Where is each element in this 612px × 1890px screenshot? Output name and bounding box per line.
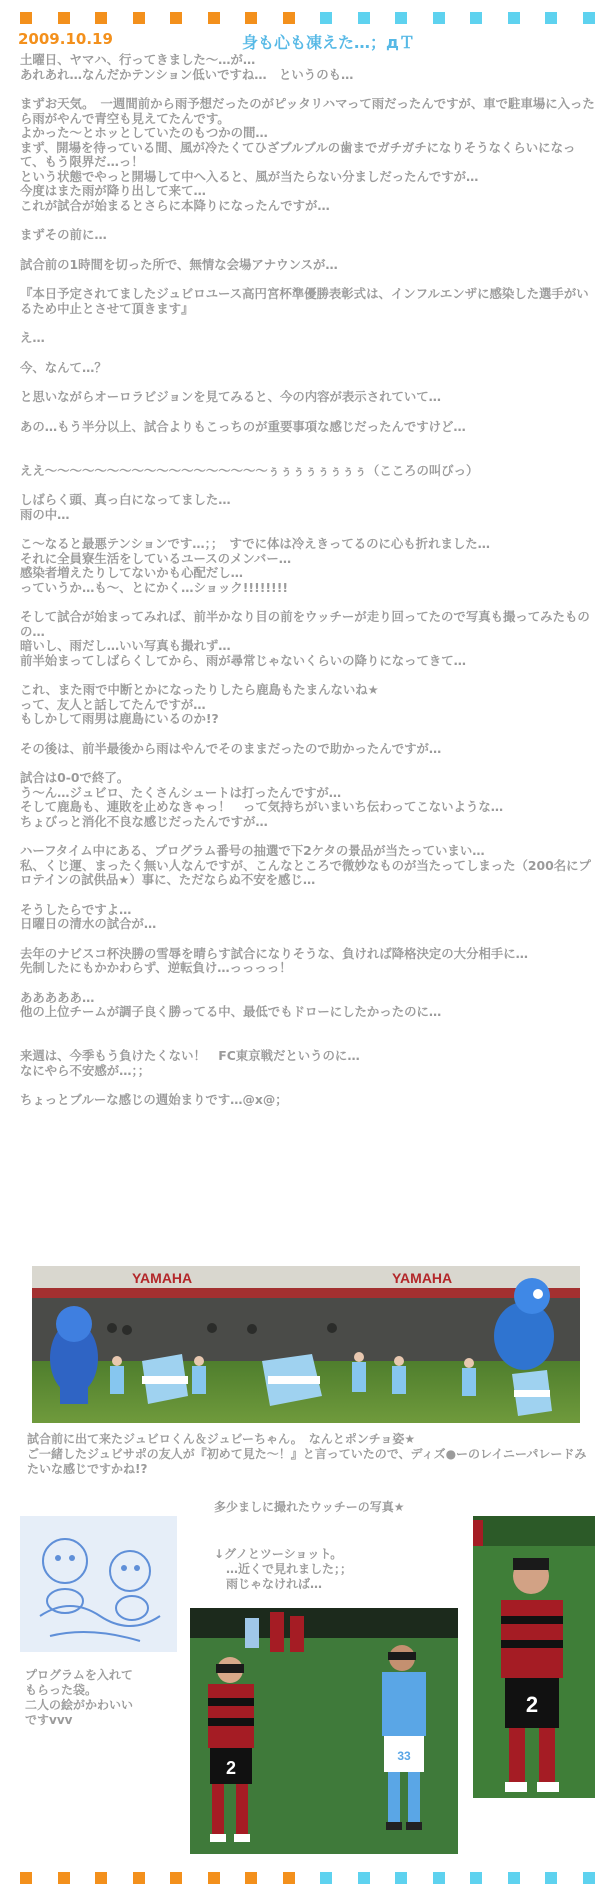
photos-heading: 多少ましに撮れたウッチーの写真★ [214,1500,405,1514]
player-image [473,1516,595,1798]
border-dot [320,12,332,24]
two-shot-image [190,1608,458,1854]
body-paragraph: しばらく頭、真っ白になってました… 雨の中… [20,492,231,522]
border-dot [58,12,70,24]
border-dot [170,1872,182,1884]
border-dot [545,1872,557,1884]
body-paragraph: 去年のナビスコ杯決勝の雪辱を晴らす試合になりそうな、負ければ降格決定の大分相手に… 先制したにもかかわらず、逆転負け…っっっっ！ [20,945,529,975]
player-number-right: 33 [397,1749,411,1763]
border-dot [208,1872,220,1884]
body-paragraph: 今、なんて…？ [20,359,107,375]
border-dot [470,12,482,24]
mascots-photo [32,1266,580,1423]
border-dot [508,1872,520,1884]
program-bag-caption: プログラムを入れて もらった袋。 二人の絵がかわいい ですvvv [25,1668,134,1727]
body-paragraph: その後は、前半最後から雨はやんでそのままだったので助かったんですが… [20,740,442,756]
body-paragraph: これ、また雨で中断とかになったりしたら鹿島もたまんないね★ って、友人と話してたんですが… もしかして雨男は鹿島にいるのか!? [20,682,379,726]
border-dot [245,1872,257,1884]
body-paragraph: まずその前に… [20,227,107,242]
border-dot [320,1872,332,1884]
post-title: 身も心も凍えた…；дＴ [242,33,415,52]
player-number-left: 2 [225,1758,237,1778]
border-dot [395,1872,407,1884]
body-paragraph: あの…もう半分以上、試合よりもこっちのが重要事項な感じだったんですけど… [20,418,466,434]
border-dot [395,12,407,24]
program-bag-image [20,1516,177,1652]
border-dot [95,12,107,24]
border-dot [133,1872,145,1884]
border-dot [283,1872,295,1884]
player-number: 2 [525,1692,539,1717]
body-paragraph: ええ〜〜〜〜〜〜〜〜〜〜〜〜〜〜〜〜〜〜ぅぅぅぅぅぅぅぅ（こころの叫びっ） [20,462,479,478]
two-shot-caption: ↓グノとツーショット。 …近くで見れました；； 雨じゃなければ… [214,1547,353,1591]
border-dot [58,1872,70,1884]
yamaha-banner-left: YAMAHA [132,1270,193,1286]
body-paragraph: ちょっとブルーな感じの週始まりです…@x@； [20,1092,288,1107]
body-paragraph: ハーフタイム中にある、プログラム番号の抽選で下2ケタの景品が当たっていまい… 私、くじ運、まったく無い人なんですが、こんなところで微妙なものが当たってしまった（200名にプロテインの試供品★）事に、ただならぬ不安を感じ… [20,843,591,887]
post-body [20,53,598,1123]
border-dot [208,12,220,24]
body-paragraph: そうしたらですよ… 日曜日の清水の試合が… [20,901,157,931]
border-dot [545,12,557,24]
body-paragraph: え… [20,330,45,345]
body-paragraph: 『本日予定されてましたジュビロユース高円宮杯準優勝表彰式は、インフルエンザに感染した選手がいるため中止とさせて頂きます』 [20,286,589,316]
border-dot [433,1872,445,1884]
mascots-photo-image [32,1266,580,1423]
bottom-dot-border [0,1870,612,1886]
border-dot [470,1872,482,1884]
border-dot [20,1872,32,1884]
body-paragraph: 試合前の1時間を切った所で、無情な会場アナウンスが… [20,256,338,272]
border-dot [95,1872,107,1884]
post-date: 2009.10.19 [18,30,113,48]
body-paragraph: そして試合が始まってみれば、前半かなり目の前をウッチーが走り回ってたので写真も撮ってみたものの… 暗いし、雨だし…いい写真も撮れず… 前半始まってしばらくしてから、雨が尋常じゃないくらいの降りになってきて… [20,609,590,668]
border-dot [433,12,445,24]
body-paragraph: と思いながらオーロラビジョンを見てみると、今の内容が表示されていて… [20,389,442,404]
body-paragraph: あああああ… 他の上位チームが調子良く勝ってる中、最低でもドローにしたかったのに… [20,989,442,1019]
top-dot-border [0,10,612,26]
body-paragraph: 試合は0-0で終了。 う〜ん…ジュビロ、たくさんシュートは打ったんですが… そして鹿島も、連敗を止めなきゃっ！ って気持ちがいまいち伝わってこないような… ちょびっと消化不良な感じだったんですが… [20,770,504,829]
border-dot [358,1872,370,1884]
border-dot [245,12,257,24]
body-paragraph: 来週は、今季もう負けたくない！ FC東京戦だというのに… なにやら不安感が…；； [20,1048,360,1078]
border-dot [170,12,182,24]
border-dot [508,12,520,24]
border-dot [583,1872,595,1884]
program-bag-photo [20,1516,177,1652]
border-dot [358,12,370,24]
body-paragraph: こ〜なると最悪テンションです…；； すでに体は冷えきってるのに心も折れました… それに全員寮生活をしているユースのメンバー… 感染者増えたりしてないかも心配だし… っていうか…も〜、とにかく…ショック!!!!!!!! [20,536,491,595]
body-paragraph: まずお天気。 一週間前から雨予想だったのがピッタリハマって雨だったんですが、車で駐車場に入ったら雨がやんで青空も見えてたんです。 よかった〜とホッとしていたのもつかの間… まず、開場を待っている間、風が冷たくてひざブルブルの歯までガチガチになりそうなくらいになって、もう限界だ…っ！ という状態でやっと開場して中へ入ると、風が当たらない分ましだったんですが… 今度はまた雨が降り出して来て… これが試合が始まるとさらに本降りになったんですが… [20,96,595,213]
border-dot [583,12,595,24]
body-paragraph: 土曜日、ヤマハ、行ってきました〜…が… あれあれ…なんだかテンション低いですね… というのも… [20,52,354,82]
two-shot-photo [190,1608,458,1854]
mascots-caption: 試合前に出て来たジュビロくん＆ジュビーちゃん。 なんとポンチョ姿★ ご一緒したジュビサポの友人が『初めて見た〜！』と言っていたので、ディズ●ーのレイニーパレードみたいな感じですかね!? [27,1432,587,1476]
border-dot [20,12,32,24]
yamaha-banner-right: YAMAHA [392,1270,453,1286]
border-dot [133,12,145,24]
border-dot [283,12,295,24]
player-photo [473,1516,595,1798]
